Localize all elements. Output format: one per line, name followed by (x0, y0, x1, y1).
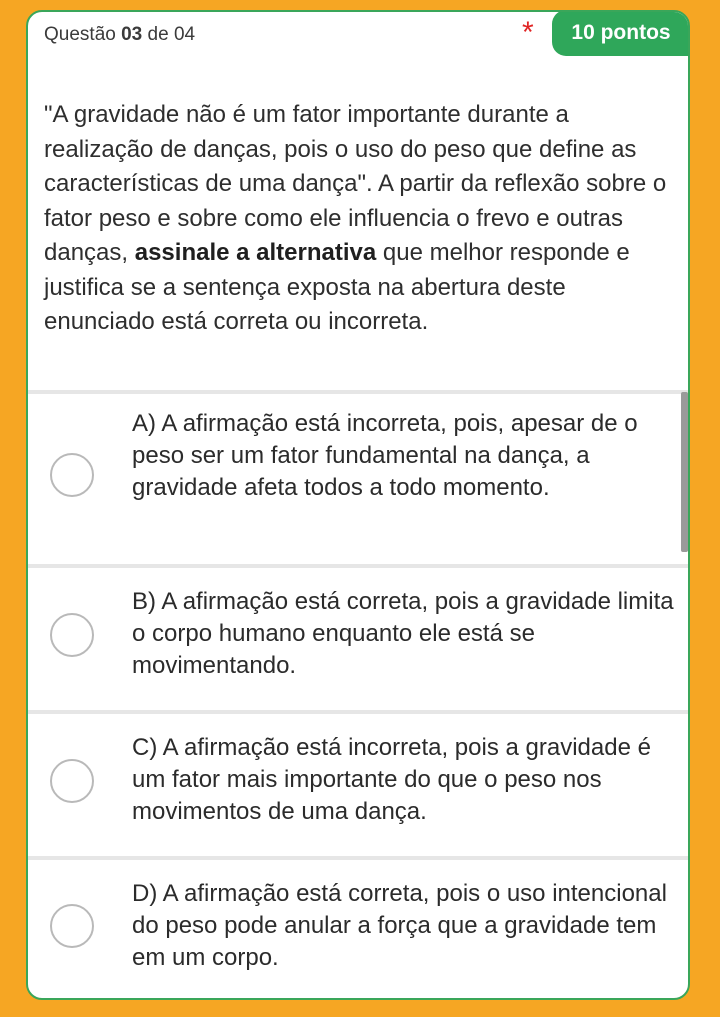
statement-text-1: "A gravidade não é um fator importante durante a realização de danças, pois o uso do peso que define as características de uma dança". A partir da reflexão sobre o fator peso e sobre como ele influencia o frevo e outras danças, (44, 101, 667, 266)
question-number: 03 (121, 24, 143, 45)
option-a-label: A) A afirmação está incorreta, pois, apesar de o peso ser um fator fundamental na dança, a gravidade afeta todos a todo momento. (132, 410, 638, 501)
answer-options (28, 390, 688, 1000)
option-a[interactable] (28, 394, 688, 568)
question-counter (44, 24, 195, 46)
statement-text-2: que melhor responde e justifica se a sentença exposta na abertura deste enunciado está correta ou incorreta. (44, 239, 630, 335)
option-d[interactable] (28, 860, 688, 1000)
option-b-label: B) A afirmação está correta, pois a gravidade limita o corpo humano enquanto ele está se movimentando. (132, 588, 674, 679)
points-badge: 10 pontos (552, 10, 690, 56)
radio-button-c[interactable] (50, 759, 94, 803)
question-prefix: Questão (44, 24, 122, 45)
option-c-label: C) A afirmação está incorreta, pois a gravidade é um fator mais importante do que o peso nos movimentos de uma dança. (132, 734, 651, 825)
statement-bold-text: assinale a alternativa (134, 239, 377, 266)
radio-button-d[interactable] (50, 904, 94, 948)
radio-button-b[interactable] (50, 613, 94, 657)
option-d-label: D) A afirmação está correta, pois o uso intencional do peso pode anular a força que a gravidade tem em um corpo. (132, 880, 667, 971)
option-c[interactable] (28, 714, 688, 860)
question-card (26, 10, 690, 1000)
radio-button-a[interactable] (50, 453, 94, 497)
required-asterisk-icon: * (522, 16, 534, 49)
scrollbar[interactable] (681, 392, 688, 552)
question-header (28, 12, 688, 60)
question-suffix: de 04 (142, 24, 196, 45)
option-b[interactable] (28, 568, 688, 714)
question-statement (44, 98, 674, 340)
